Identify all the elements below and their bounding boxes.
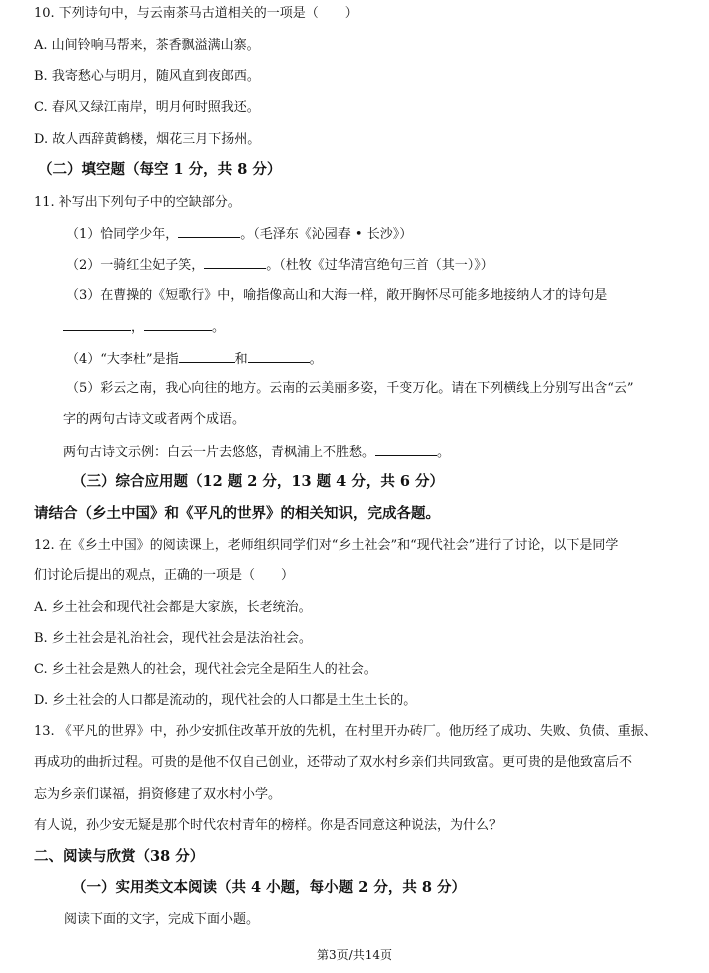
answer-blank[interactable] xyxy=(144,318,212,331)
q11-s1-suffix: 。（毛泽东《沁园春 • 长沙》） xyxy=(240,227,413,242)
part-reading-title: 二、阅读与欣赏（38 分） xyxy=(34,848,205,865)
section-application-title: （三）综合应用题（12 题 2 分，13 题 4 分，共 6 分） xyxy=(72,473,445,490)
q11-s3-text: （3）在曹操的《短歌行》中，喻指像高山和大海一样，敞开胸怀尽可能多地接纳人才的诗句是 xyxy=(66,288,608,303)
q12-option-a: A. 乡土社会和现代社会都是大家族，长老统治。 xyxy=(34,600,312,615)
answer-blank[interactable] xyxy=(375,443,437,456)
q11-s1-prefix: （1）恰同学少年， xyxy=(66,227,179,242)
q12-stem-2: 们讨论后提出的观点，正确的一项是（ ） xyxy=(34,568,295,583)
q10-stem: 10. 下列诗句中，与云南茶马古道相关的一项是（ ） xyxy=(34,6,358,21)
q12-option-b: B. 乡土社会是礼治社会，现代社会是法治社会。 xyxy=(34,631,312,646)
q11-s3-separator: ， xyxy=(131,320,145,335)
page-number: 第3页/共14页 xyxy=(317,948,392,962)
q10-option-a: A. 山间铃响马帮来，茶香飘溢满山寨。 xyxy=(34,38,260,53)
q12-option-c: C. 乡土社会是熟人的社会，现代社会完全是陌生人的社会。 xyxy=(34,662,377,677)
q11-sentence-4 xyxy=(66,350,323,369)
subsection-practical-title: （一）实用类文本阅读（共 4 小题，每小题 2 分，共 8 分） xyxy=(72,879,467,896)
q11-sentence-3-blanks xyxy=(63,318,225,337)
q10-option-d: D. 故人西辞黄鹤楼，烟花三月下扬州。 xyxy=(34,132,261,147)
q11-sentence-1 xyxy=(66,225,412,244)
q11-stem: 11. 补写出下列句子中的空缺部分。 xyxy=(34,195,241,210)
q11-s2-prefix: （2）一骑红尘妃子笑， xyxy=(66,258,205,273)
q11-s4-prefix: （4）“大李杜”是指 xyxy=(66,352,179,367)
q12-option-d: D. 乡土社会的人口都是流动的，现代社会的人口都是土生土长的。 xyxy=(34,693,417,708)
q11-s5-example xyxy=(63,443,450,462)
q10-option-c: C. 春风又绿江南岸，明月何时照我还。 xyxy=(34,100,260,115)
q11-sentence-2 xyxy=(66,256,494,275)
q11-s5-end: 。 xyxy=(437,445,451,460)
q11-s4-mid: 和 xyxy=(234,352,248,367)
answer-blank[interactable] xyxy=(204,256,266,269)
answer-blank[interactable] xyxy=(248,350,310,363)
answer-blank[interactable] xyxy=(179,350,235,363)
answer-blank[interactable] xyxy=(63,318,131,331)
q13-text-3: 忘为乡亲们谋福，捐资修建了双水村小学。 xyxy=(34,787,282,802)
q11-s4-end: 。 xyxy=(309,352,323,367)
q10-option-b: B. 我寄愁心与明月，随风直到夜郎西。 xyxy=(34,69,260,84)
q11-s3-end: 。 xyxy=(212,320,226,335)
q11-s5-text-2: 字的两句古诗文或者两个成语。 xyxy=(63,412,246,427)
answer-blank[interactable] xyxy=(178,225,240,238)
q11-s2-suffix: 。（杜牧《过华清宫绝句三首（其一）》） xyxy=(266,258,494,273)
q13-text-1: 13. 《平凡的世界》中，孙少安抓住改革开放的先机，在村里开办砖厂。他历经了成功、失败、负债、重振、 xyxy=(34,724,657,739)
q11-s5-text-1: （5）彩云之南，我心向往的地方。云南的云美丽多姿，千变万化。请在下列横线上分别写出含“云” xyxy=(66,381,634,396)
q13-text-2: 再成功的曲折过程。可贵的是他不仅自己创业，还带动了双水村乡亲们共同致富。更可贵的是他致富后不 xyxy=(34,755,633,770)
section-instruction: 请结合（乡土中国》和《平凡的世界》的相关知识，完成各题。 xyxy=(34,505,440,522)
reading-instruction: 阅读下面的文字，完成下面小题。 xyxy=(64,912,260,927)
q11-s5-example-text: 两句古诗文示例：白云一片去悠悠，青枫浦上不胜愁。 xyxy=(63,445,376,460)
q12-stem-1: 12. 在《乡土中国》的阅读课上，老师组织同学们对“乡土社会”和“现代社会”进行了讨论，以下是同学 xyxy=(34,538,619,553)
q13-question: 有人说，孙少安无疑是那个时代农村青年的榜样。你是否同意这种说法，为什么？ xyxy=(34,818,503,833)
section-fill-in-title: （二）填空题（每空 1 分，共 8 分） xyxy=(38,161,282,178)
